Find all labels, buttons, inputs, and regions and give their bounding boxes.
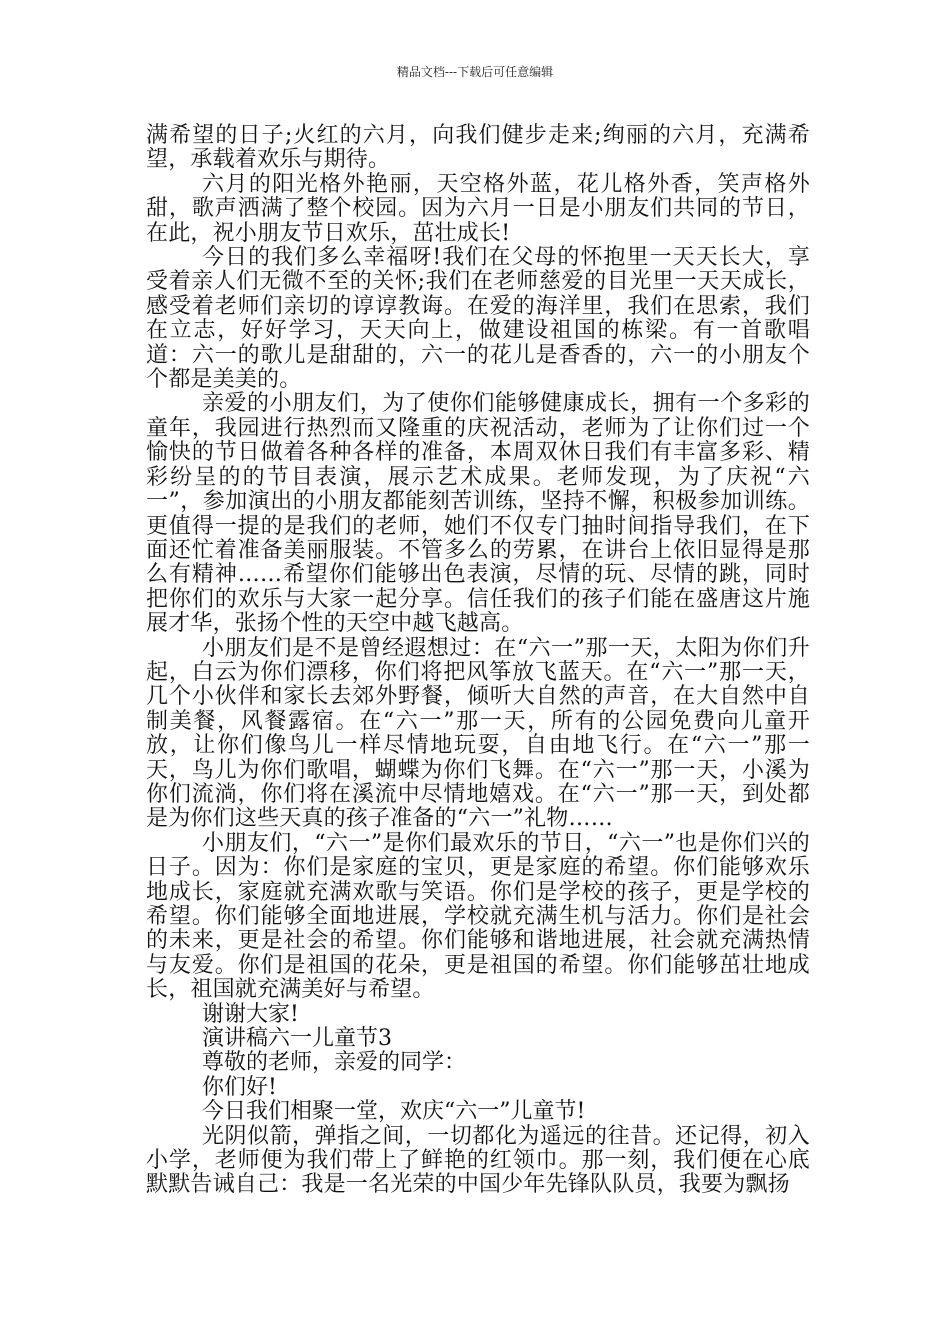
paragraph-final: 光阴似箭，弹指之间，一切都化为遥远的往昔。还记得，初入小学，老师便为我们带上了鲜艳的红领巾。那一刻，我们便在心底默默告诫自己：我是一名光荣的中国少年先锋队队员，我要为飘扬 [146, 1123, 810, 1198]
salutation: 尊敬的老师，亲爱的同学： [202, 1050, 467, 1076]
document-body [146, 124, 810, 1198]
page-header: 精品文档---下载后可任意编辑 [396, 65, 554, 79]
paragraph-5: 小朋友们是不是曾经遐想过：在“六一”那一天，太阳为你们升起，白云为你们漂移，你们将把风筝放飞蓝天。在“六一”那一天，几个小伙伴和家长去郊外野餐，倾听大自然的声音，在大自然中自制美餐，风餐露宿。在“六一”那一天，所有的公园免费向儿童开放，让你们像鸟儿一样尽情地玩耍，自由地飞行。在“六一”那一天，鸟儿为你们歌唱，蝴蝶为你们飞舞。在“六一”那一天，小溪为你们流淌，你们将在溪流中尽情地嬉戏。在“六一”那一天，到处都是为你们这些天真的孩子准备的“六一”礼物…… [146, 635, 810, 832]
thanks-line: 谢谢大家! [202, 1001, 299, 1027]
opening-line: 今日我们相聚一堂，欢庆“六一”儿童节! [202, 1099, 586, 1125]
paragraph-1: 满希望的日子;火红的六月，向我们健步走来;绚丽的六月，充满希望，承载着欢乐与期待。 [146, 123, 810, 173]
greeting: 你们好! [202, 1074, 277, 1100]
paragraph-2: 六月的阳光格外艳丽，天空格外蓝，花儿格外香，笑声格外甜，歌声洒满了整个校园。因为六月一日是小朋友们共同的节日，在此，祝小朋友节日欢乐，茁壮成长! [146, 171, 810, 246]
paragraph-6: 小朋友们，“六一”是你们最欢乐的节日，“六一”也是你们兴的日子。因为：你们是家庭的宝贝，更是家庭的希望。你们能够欢乐地成长，家庭就充满欢歌与笑语。你们是学校的孩子，更是学校的希望。你们能够全面地进展，学校就充满生机与活力。你们是社会的未来，更是社会的希望。你们能够和谐地进展，社会就充满热情与友爱。你们是祖国的花朵，更是祖国的希望。你们能够茁壮地成长，祖国就充满美好与希望。 [146, 830, 810, 1003]
paragraph-4: 亲爱的小朋友们，为了使你们能够健康成长，拥有一个多彩的童年，我园进行热烈而又隆重的庆祝活动，老师为了让你们过一个愉快的节日做着各种各样的准备，本周双休日我们有丰富多彩、精彩纷呈的的节目表演，展示艺术成果。老师发现，为了庆祝“六一”，参加演出的小朋友都能刻苦训练，坚持不懈，积极参加训练。更值得一提的是我们的老师，她们不仅专门抽时间指导我们，在下面还忙着准备美丽服装。不管多么的劳累，在讲台上依旧显得是那么有精神……希望你们能够出色表演，尽情的玩、尽情的跳，同时把你们的欢乐与大家一起分享。信任我们的孩子们能在盛唐这片施展才华，张扬个性的天空中越飞越高。 [146, 391, 810, 637]
paragraph-3: 今日的我们多么幸福呀!我们在父母的怀抱里一天天长大，享受着亲人们无微不至的关怀;我们在老师慈爱的目光里一天天成长，感受着老师们亲切的谆谆教诲。在爱的海洋里，我们在思索，我们在立志，好好学习，天天向上，做建设祖国的栋梁。有一首歌唱道：六一的歌儿是甜甜的，六一的花儿是香香的，六一的小朋友个个都是美美的。 [146, 245, 810, 393]
speech-title: 演讲稿六一儿童节3 [202, 1026, 392, 1052]
